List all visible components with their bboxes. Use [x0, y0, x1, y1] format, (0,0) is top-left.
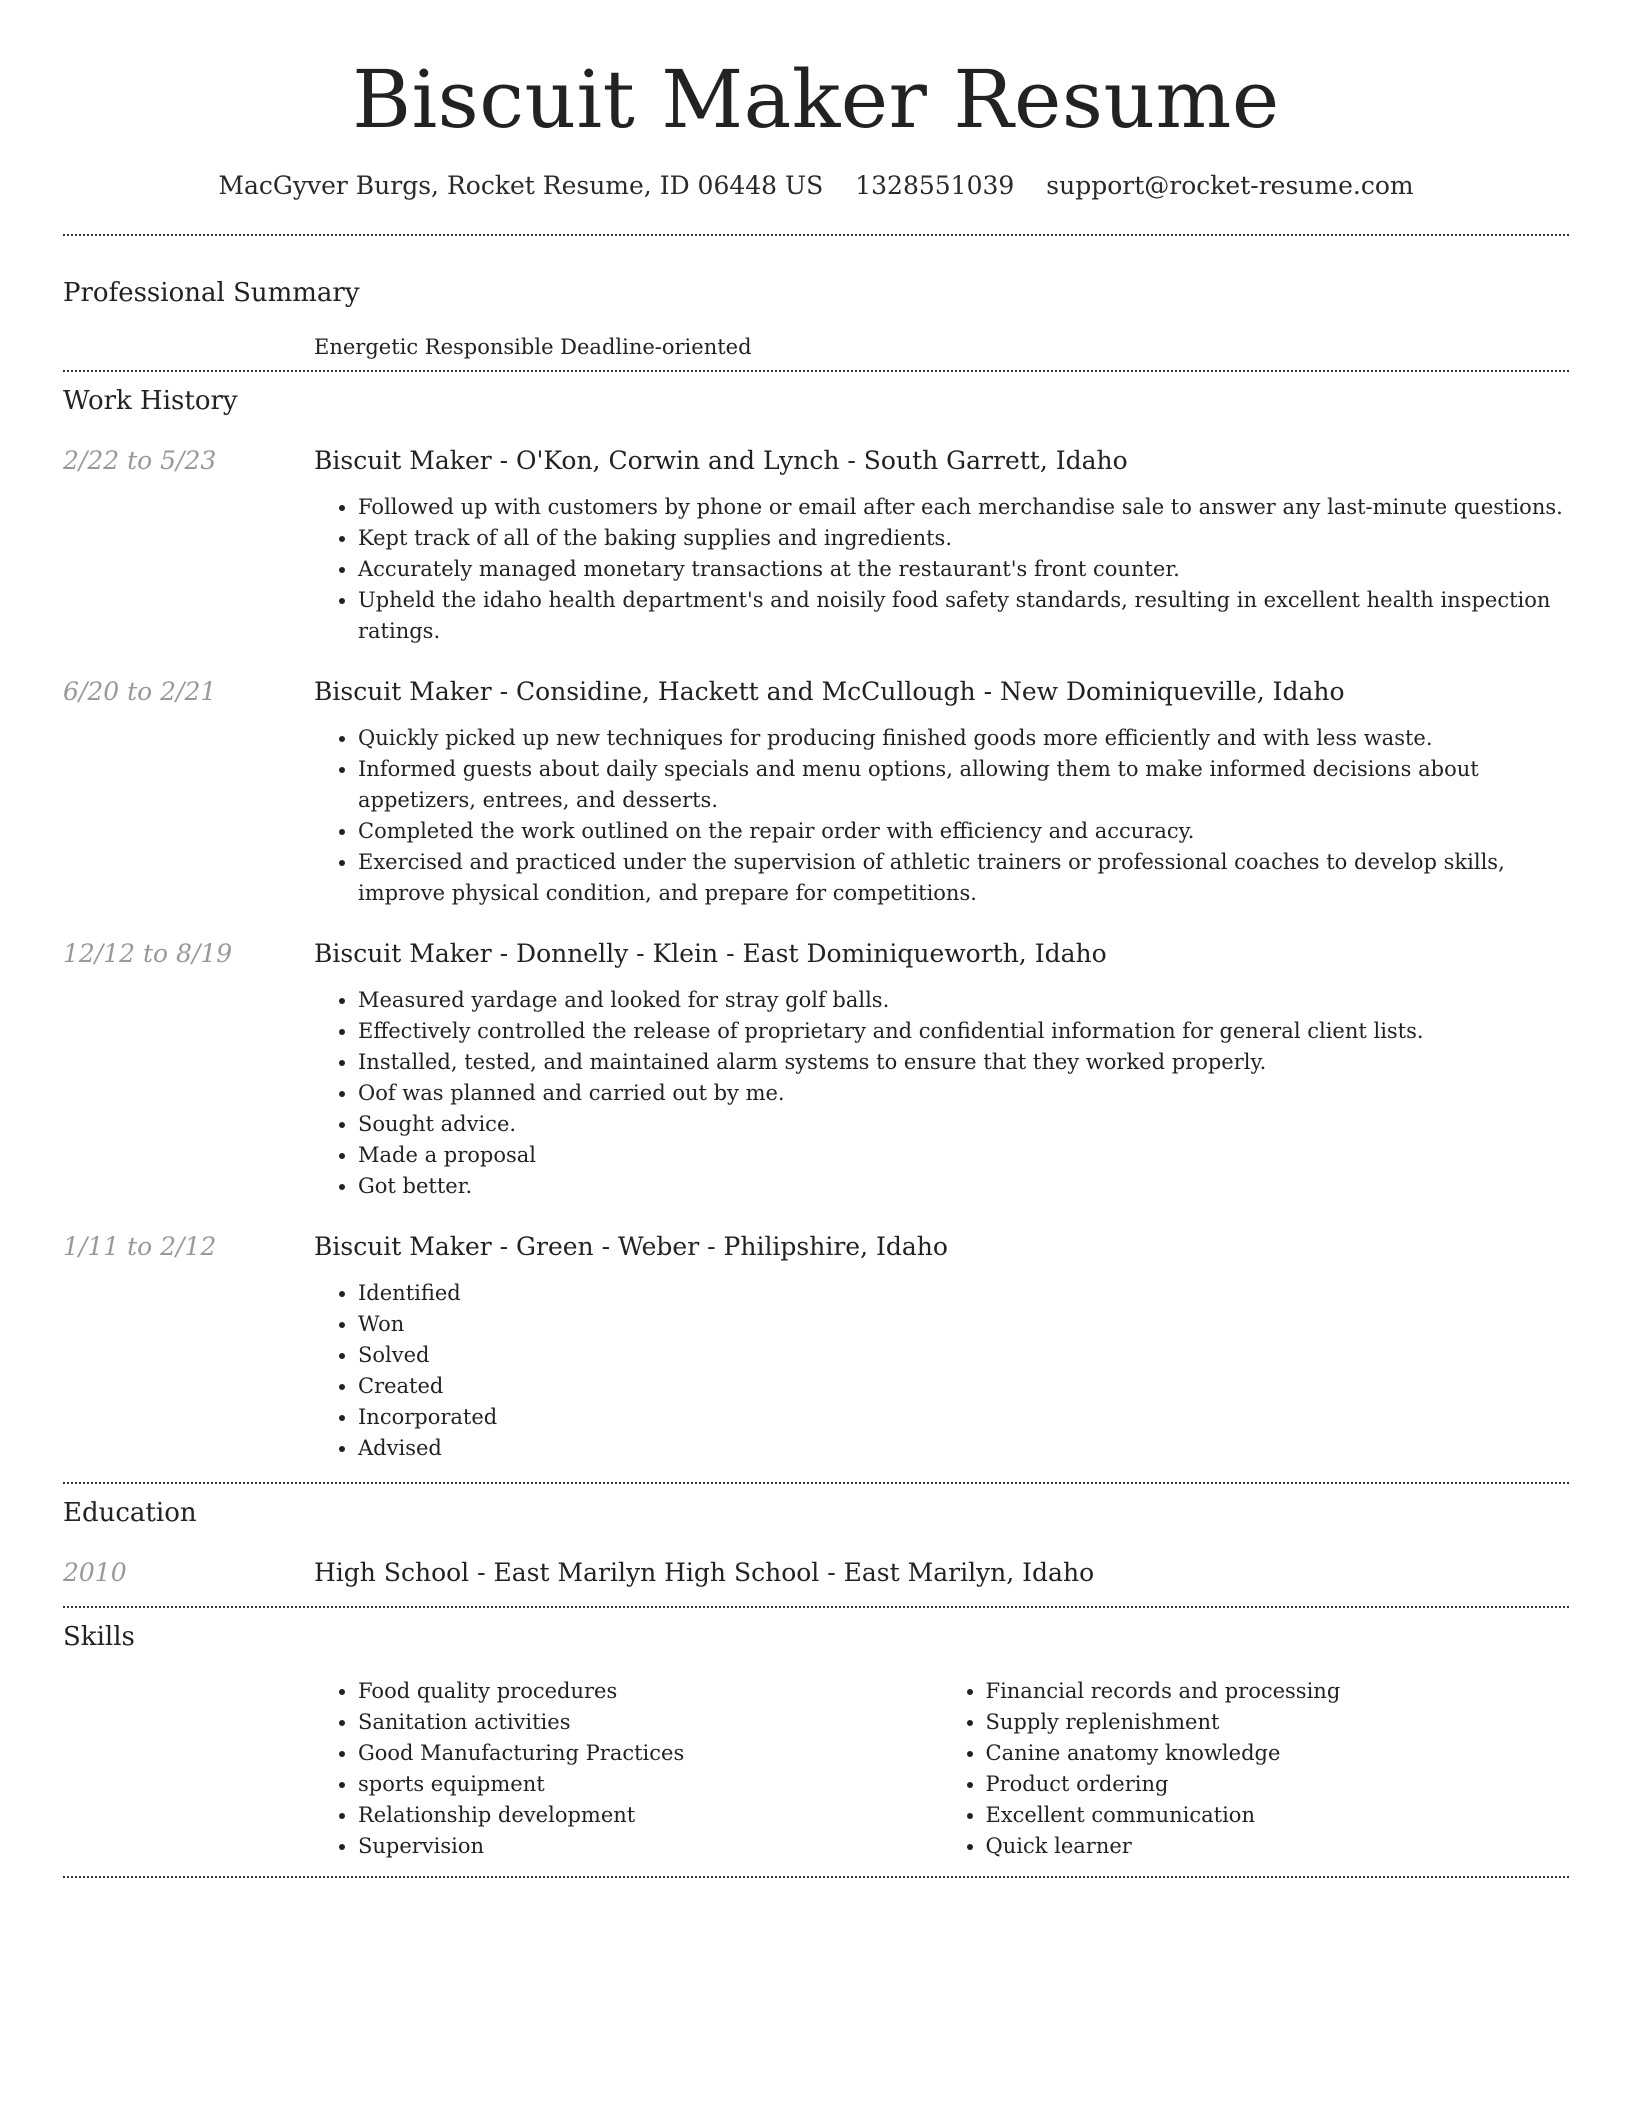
- job-bullet: • Got better.: [358, 1171, 1569, 1202]
- job-dates: 12/12 to 8/19: [63, 939, 233, 968]
- job-entry: [63, 675, 1569, 909]
- skill-item: • Excellent communication: [986, 1800, 1570, 1831]
- job-title: Biscuit Maker - Considine, Hackett and McCullough - New Dominiqueville, Idaho: [314, 677, 1345, 706]
- job-bullet: • Advised: [358, 1433, 1569, 1464]
- job-body: [314, 675, 1569, 909]
- job-bullet: • Kept track of all of the baking supplies and ingredients.: [358, 523, 1569, 554]
- contact-email: support@rocket-resume.com: [1046, 171, 1414, 200]
- skill-item: • Supervision: [358, 1831, 942, 1862]
- resume-title: Biscuit Maker Resume: [352, 53, 1280, 146]
- job-bullet: • Followed up with customers by phone or email after each merchandise sale to answer any last-minute questions.: [358, 492, 1569, 523]
- job-body: [314, 1230, 1569, 1464]
- skill-item: • Sanitation activities: [358, 1707, 942, 1738]
- education-heading: Education: [63, 1498, 197, 1528]
- skills-heading: Skills: [63, 1622, 135, 1652]
- job-bullet-list: [314, 723, 1569, 909]
- job-dates: 1/11 to 2/12: [63, 1232, 217, 1261]
- summary-section: [63, 236, 1569, 370]
- skill-item: • Quick learner: [986, 1831, 1570, 1862]
- job-dates: 6/20 to 2/21: [63, 677, 217, 706]
- job-entry: [63, 444, 1569, 647]
- job-bullet: • Completed the work outlined on the repair order with efficiency and accuracy.: [358, 816, 1569, 847]
- job-bullet: • Created: [358, 1371, 1569, 1402]
- education-title: [314, 1556, 1569, 1590]
- skill-item: • Financial records and processing: [986, 1676, 1570, 1707]
- job-entry: [63, 937, 1569, 1202]
- education-section: [63, 1484, 1569, 1606]
- job-entry: [63, 1230, 1569, 1464]
- job-title: Biscuit Maker - O'Kon, Corwin and Lynch - South Garrett, Idaho: [314, 446, 1128, 475]
- contact-line: [63, 170, 1569, 202]
- job-bullet: • Informed guests about daily specials and menu options, allowing them to make informed decisions about appetizers, entrees, and desserts.: [358, 754, 1569, 816]
- skill-item: • Good Manufacturing Practices: [358, 1738, 942, 1769]
- job-bullet-list: [314, 1278, 1569, 1464]
- job-body: [314, 937, 1569, 1202]
- job-bullet: • Measured yardage and looked for stray golf balls.: [358, 985, 1569, 1016]
- education-detail: - East Marilyn High School - East Marilyn, Idaho: [469, 1558, 1095, 1587]
- education-degree: High School: [314, 1558, 470, 1587]
- job-bullet-list: [314, 985, 1569, 1202]
- skill-item: • sports equipment: [358, 1769, 942, 1800]
- skill-item: • Product ordering: [986, 1769, 1570, 1800]
- summary-text: Energetic Responsible Deadline-oriented: [314, 335, 752, 359]
- job-bullet: • Oof was planned and carried out by me.: [358, 1078, 1569, 1109]
- contact-address: MacGyver Burgs, Rocket Resume, ID 06448 US: [218, 171, 824, 200]
- job-bullet: • Installed, tested, and maintained alarm systems to ensure that they worked properly.: [358, 1047, 1569, 1078]
- work-history-heading: Work History: [63, 386, 238, 416]
- divider: [63, 1876, 1569, 1878]
- job-title: Biscuit Maker - Donnelly - Klein - East Dominiqueworth, Idaho: [314, 939, 1107, 968]
- skill-item: • Food quality procedures: [358, 1676, 942, 1707]
- skills-grid: [314, 1676, 1569, 1876]
- job-list: [63, 444, 1569, 1464]
- job-body: [314, 444, 1569, 647]
- skills-column-right: [942, 1676, 1570, 1862]
- work-history-section: [63, 372, 1569, 1482]
- skill-item: • Canine anatomy knowledge: [986, 1738, 1570, 1769]
- contact-phone: 1328551039: [855, 171, 1015, 200]
- job-bullet: • Upheld the idaho health department's and noisily food safety standards, resulting in excellent health inspection ratings.: [358, 585, 1569, 647]
- skills-column-left: [314, 1676, 942, 1862]
- job-dates: 2/22 to 5/23: [63, 446, 217, 475]
- skill-item: • Relationship development: [358, 1800, 942, 1831]
- summary-heading: Professional Summary: [63, 278, 360, 308]
- job-bullet: • Sought advice.: [358, 1109, 1569, 1140]
- job-bullet: • Accurately managed monetary transactions at the restaurant's front counter.: [358, 554, 1569, 585]
- education-entry: [63, 1556, 1569, 1606]
- job-bullet: • Identified: [358, 1278, 1569, 1309]
- education-year: 2010: [63, 1558, 127, 1587]
- job-title: Biscuit Maker - Green - Weber - Philipshire, Idaho: [314, 1232, 948, 1261]
- job-bullet: • Exercised and practiced under the supervision of athletic trainers or professional coaches to develop skills, improve physical condition, and prepare for competitions.: [358, 847, 1569, 909]
- job-bullet: • Quickly picked up new techniques for producing finished goods more efficiently and with less waste.: [358, 723, 1569, 754]
- job-bullet: • Solved: [358, 1340, 1569, 1371]
- skills-section: [63, 1608, 1569, 1876]
- job-bullet: • Effectively controlled the release of proprietary and confidential information for general client lists.: [358, 1016, 1569, 1047]
- job-bullet: • Incorporated: [358, 1402, 1569, 1433]
- skill-item: • Supply replenishment: [986, 1707, 1570, 1738]
- job-bullet-list: [314, 492, 1569, 647]
- job-bullet: • Won: [358, 1309, 1569, 1340]
- job-bullet: • Made a proposal: [358, 1140, 1569, 1171]
